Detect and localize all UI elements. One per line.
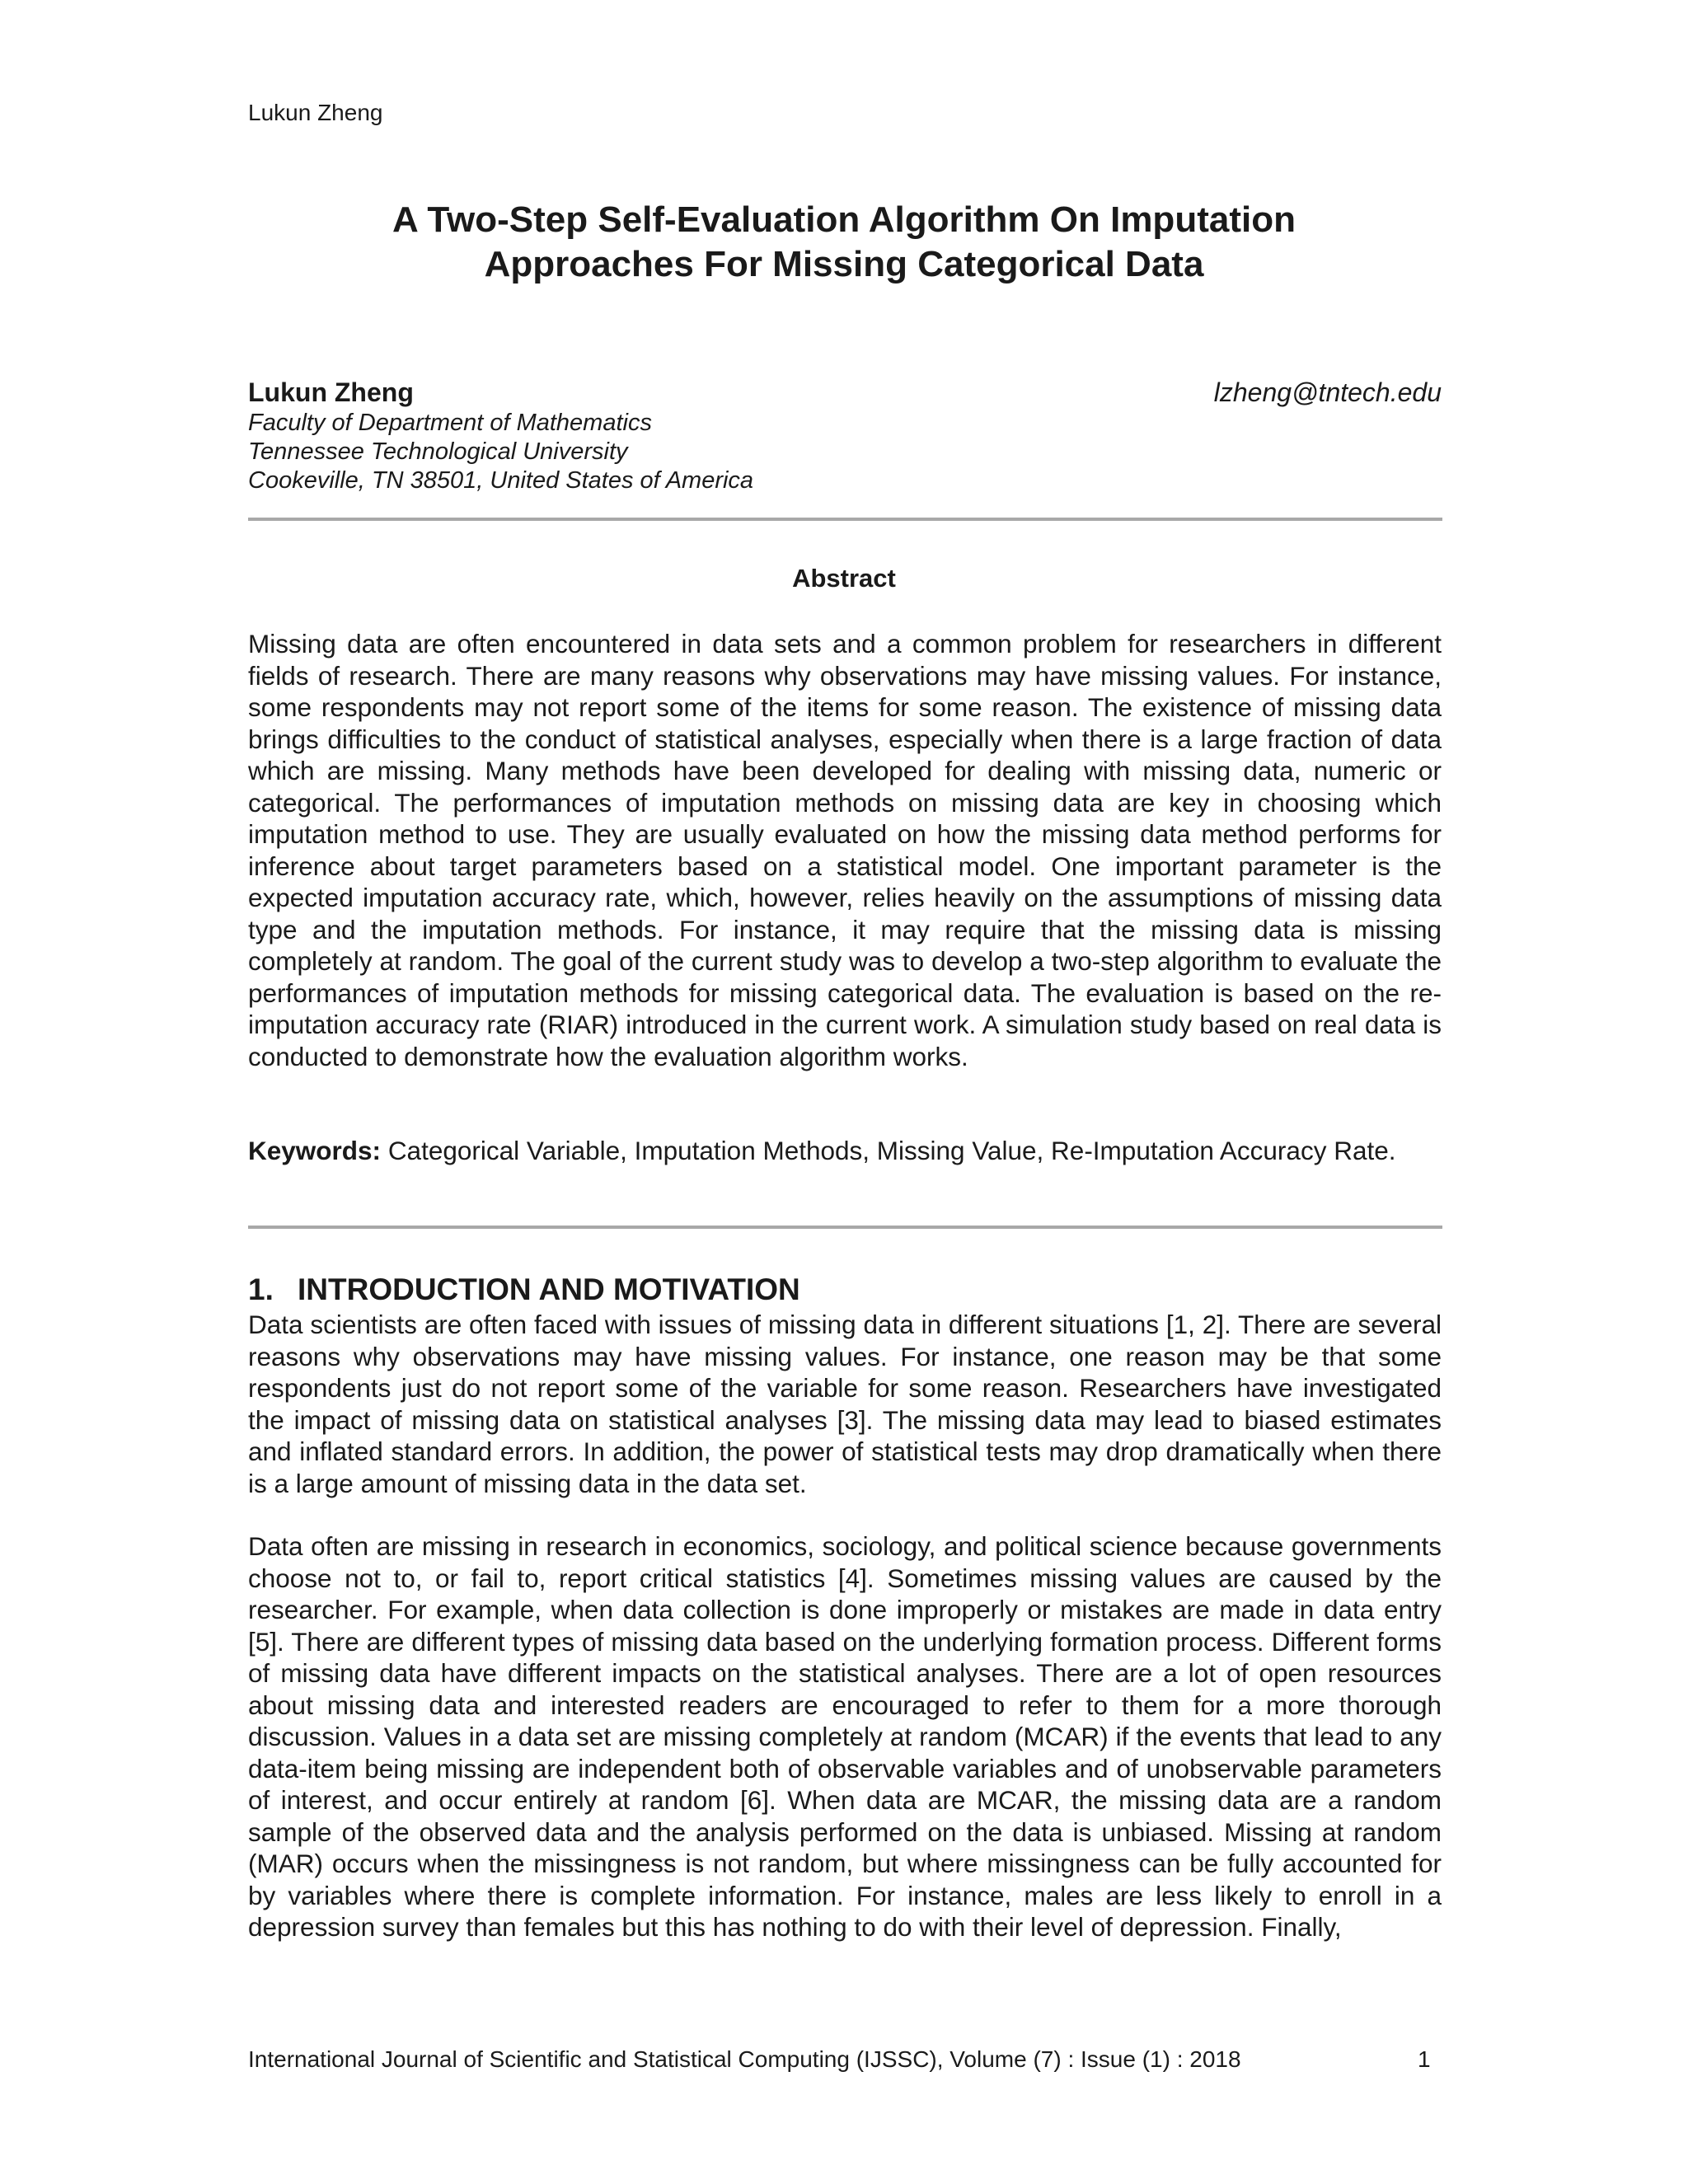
section-title: INTRODUCTION AND MOTIVATION: [298, 1272, 800, 1306]
divider-top: [248, 518, 1442, 521]
keywords-label: Keywords:: [248, 1136, 382, 1165]
title-line-1: A Two-Step Self-Evaluation Algorithm On Imputation: [392, 199, 1296, 240]
page-number: 1: [1418, 2046, 1431, 2072]
divider-bottom: [248, 1226, 1442, 1229]
journal-footer: International Journal of Scientific and Statistical Computing (IJSSC), Volume (7) : Issue (1) : 2018: [248, 2046, 1241, 2072]
running-header: Lukun Zheng: [248, 100, 383, 125]
section-number: 1.: [248, 1272, 274, 1306]
keywords: [248, 1135, 1442, 1167]
author-name: Lukun Zheng: [248, 377, 414, 407]
intro-paragraph-1: Data scientists are often faced with issues of missing data in different situations [1, 2]. There are several reasons why observations may have missing values. For instance, one reason may be that some respondents just do not report some of the variable for some reason. Researchers have investigated the impact of missing data on statistical analyses [3]. The missing data may lead to biased estimates and inflated standard errors. In addition, the power of statistical tests may drop dramatically when there is a large amount of missing data in the data set.: [248, 1310, 1442, 1498]
author-email: lzheng@tntech.edu: [1213, 377, 1442, 407]
keywords-text: Categorical Variable, Imputation Methods, Missing Value, Re-Imputation Accuracy Rate.: [387, 1136, 1396, 1165]
affiliation-department: Faculty of Department of Mathematics: [248, 410, 652, 436]
section-heading: [248, 1272, 800, 1308]
affiliation-address: Cookeville, TN 38501, United States of America: [248, 467, 754, 494]
abstract-heading: Abstract: [792, 564, 896, 593]
abstract-text: Missing data are often encountered in data sets and a common problem for researchers in different fields of research. There are many reasons why observations may have missing values. For instance, some respondents may not report some of the items for some reason. The existence of missing data brings difficulties to the conduct of statistical analyses, especially when there is a large fraction of data which are missing. Many methods have been developed for dealing with missing data, numeric or categorical. The performances of imputation methods on missing data are key in choosing which imputation method to use. They are usually evaluated on how the missing data method performs for inference about target parameters based on a statistical model. One important parameter is the expected imputation accuracy rate, which, however, relies heavily on the assumptions of missing data type and the imputation methods. For instance, it may require that the missing data is missing completely at random. The goal of the current study was to develop a two-step algorithm to evaluate the performances of imputation methods for missing categorical data. The evaluation is based on the re-imputation accuracy rate (RIAR) introduced in the current work. A simulation study based on real data is conducted to demonstrate how the evaluation algorithm works.: [248, 629, 1442, 1071]
affiliation-university: Tennessee Technological University: [248, 438, 628, 465]
title-line-2: Approaches For Missing Categorical Data: [484, 244, 1204, 284]
intro-paragraph-2: Data often are missing in research in economics, sociology, and political science because governments choose not to, or fail to, report critical statistics [4]. Sometimes missing values are caused by the researcher. For example, when data collection is done improperly or mistakes are made in data entry [5]. There are different types of missing data based on the underlying formation process. Different forms of missing data have different impacts on the statistical analyses. There are a lot of open resources about missing data and interested readers are encouraged to refer to them for a more thorough discussion. Values in a data set are missing completely at random (MCAR) if the events that lead to any data-item being missing are independent both of observable variables and of unobservable parameters of interest, and occur entirely at random [6]. When data are MCAR, the missing data are a random sample of the observed data and the analysis performed on the data is unbiased. Missing at random (MAR) occurs when the missingness is not random, but where missingness can be fully accounted for by variables where there is complete information. For instance, males are less likely to enroll in a depression survey than females but this has nothing to do with their level of depression. Finally,: [248, 1531, 1442, 1942]
paper-title: [247, 198, 1441, 287]
author-block: [248, 376, 1442, 495]
